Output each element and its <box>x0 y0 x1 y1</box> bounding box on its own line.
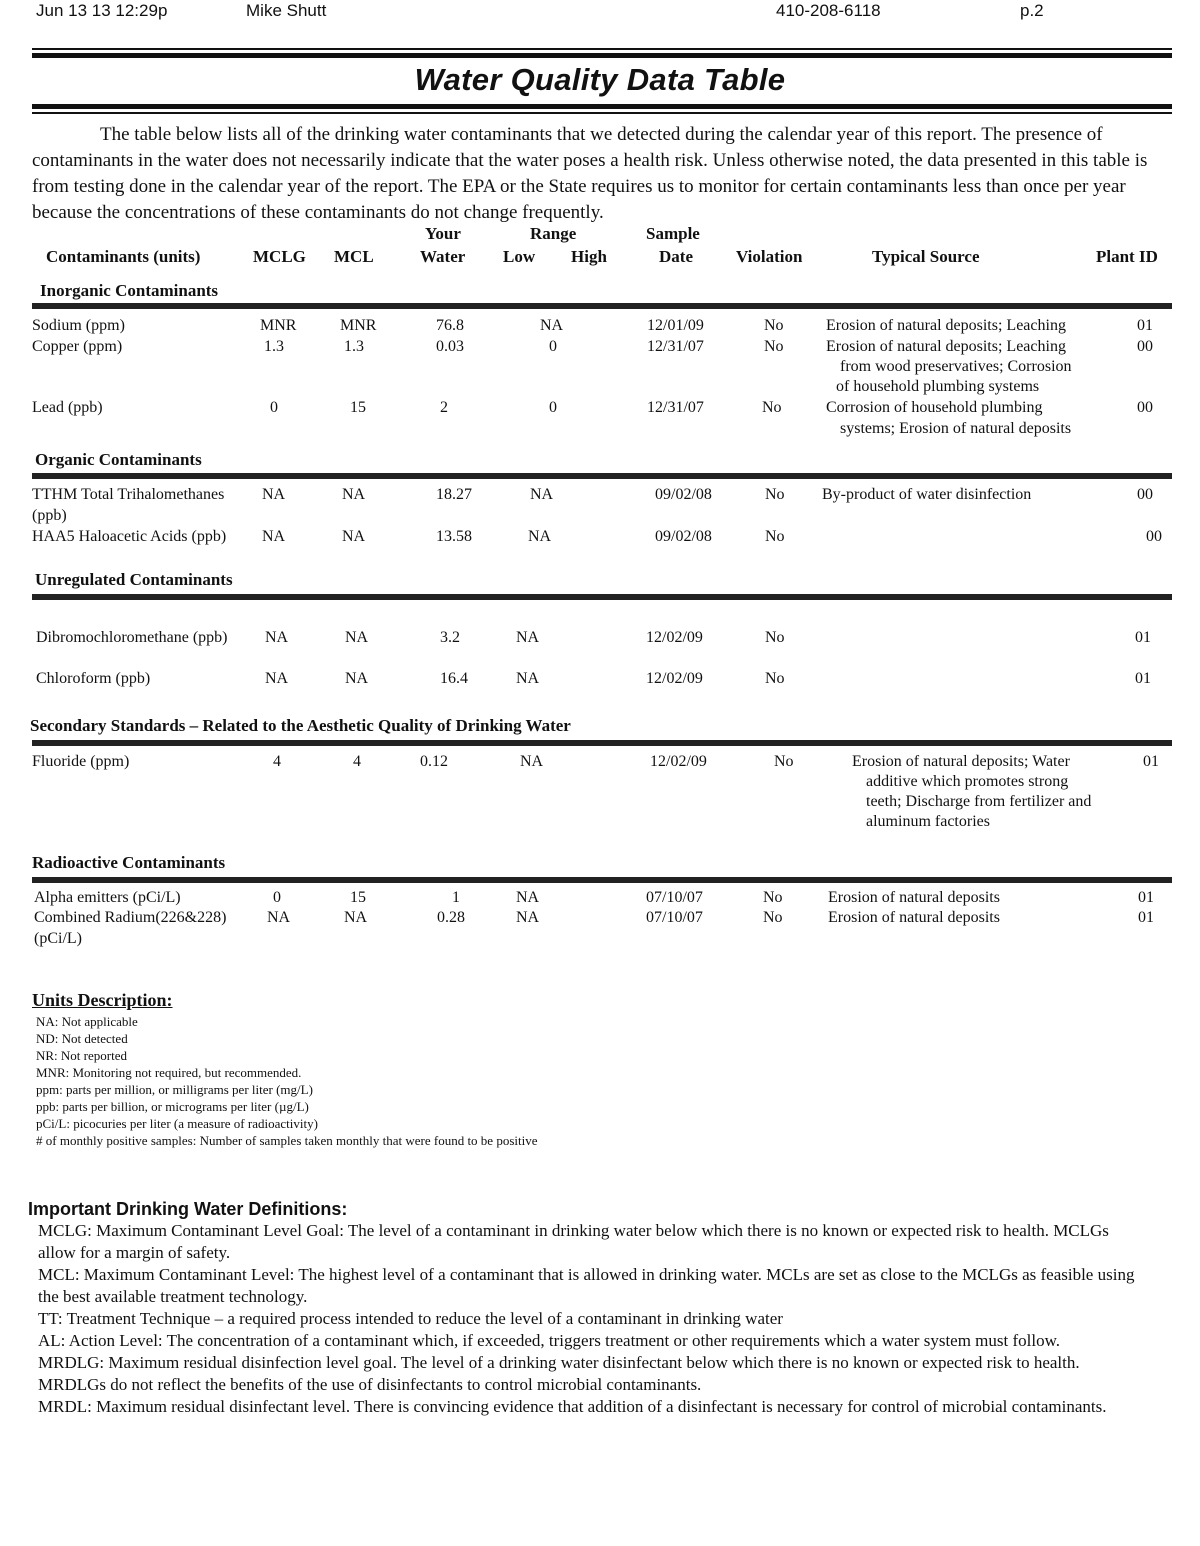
col-date: Date <box>659 247 693 266</box>
row-source-cont: teeth; Discharge from fertilizer and <box>866 793 1092 810</box>
row-name: Lead (ppb) <box>32 399 103 416</box>
row-range: NA <box>516 670 540 687</box>
section-organic-title: Organic Contaminants <box>35 450 202 469</box>
row-name: Copper (ppm) <box>32 338 123 355</box>
section-inorganic-bar <box>32 303 1172 309</box>
row-source-cont: additive which promotes strong <box>866 773 1069 790</box>
row-mclg: NA <box>265 670 289 687</box>
row-name-cont: (ppb) <box>32 507 67 524</box>
row-plant: 00 <box>1137 338 1153 355</box>
col-contaminants: Contaminants (units) <box>46 247 201 266</box>
section-unregulated-title: Unregulated Contaminants <box>35 570 233 589</box>
row-mclg: NA <box>265 629 289 646</box>
row-source: Erosion of natural deposits; Leaching <box>826 317 1066 334</box>
row-date: 07/10/07 <box>646 909 703 926</box>
row-mcl: NA <box>342 486 366 503</box>
row-date: 09/02/08 <box>655 486 712 503</box>
col-high: High <box>571 247 607 266</box>
row-name: Dibromochloromethane (ppb) <box>36 629 228 646</box>
row-plant: 01 <box>1135 629 1151 646</box>
row-date: 12/02/09 <box>650 753 707 770</box>
row-water: 13.58 <box>436 528 472 545</box>
col-mcl: MCL <box>334 247 374 266</box>
row-name: Fluoride (ppm) <box>32 753 130 770</box>
units-item: NA: Not applicable <box>36 1014 138 1029</box>
row-water: 18.27 <box>436 486 472 503</box>
row-violation: No <box>762 399 782 416</box>
row-source: Erosion of natural deposits; Leaching <box>826 338 1066 355</box>
row-plant: 00 <box>1137 486 1153 503</box>
row-range: NA <box>530 486 554 503</box>
col-range: Range <box>530 224 577 243</box>
row-date: 12/02/09 <box>646 629 703 646</box>
col-low: Low <box>503 247 536 266</box>
intro-text: The table below lists all of the drinking water contaminants that we detected during the calendar year of this report. The presence of contaminants in the water does not necessarily indicate that the water poses a health risk. Unless otherwise noted, the data presented in this table is from testing done in the calendar year of the report. The EPA or the State requires us to monitor for certain contaminants less than once per year because the concentrations of these contaminants do not change frequently. <box>32 124 1148 223</box>
units-item: pCi/L: picocuries per liter (a measure of radioactivity) <box>36 1116 318 1131</box>
row-violation: No <box>765 629 785 646</box>
row-name: HAA5 Haloacetic Acids (ppb) <box>32 528 227 545</box>
col-sample: Sample <box>646 224 700 243</box>
row-mclg: 0 <box>273 889 281 906</box>
units-list <box>36 1013 538 1149</box>
col-typical-source: Typical Source <box>872 247 980 266</box>
row-mcl: 15 <box>350 399 366 416</box>
fax-page-number: p.2 <box>1020 1 1044 20</box>
row-mclg: 0 <box>270 399 278 416</box>
row-mclg: 1.3 <box>264 338 284 355</box>
row-source-cont: aluminum factories <box>866 813 990 830</box>
row-mclg: 4 <box>273 753 281 770</box>
row-mcl: NA <box>345 629 369 646</box>
section-unregulated-bar <box>32 594 1172 600</box>
row-range: 0 <box>549 399 557 416</box>
section-secondary-bar <box>32 740 1172 746</box>
row-date: 12/31/07 <box>647 338 704 355</box>
row-source: By-product of water disinfection <box>822 486 1032 503</box>
row-violation: No <box>764 338 784 355</box>
fax-sender: Mike Shutt <box>246 1 327 20</box>
row-mcl: 1.3 <box>344 338 364 355</box>
row-water: 2 <box>440 399 448 416</box>
row-water: 0.28 <box>437 909 465 926</box>
units-item: ND: Not detected <box>36 1031 128 1046</box>
definition-item: MRDLG: Maximum residual disinfection level goal. The level of a drinking water disinfectant below which there is no known or expected risk to health. MRDLGs do not reflect the benefits of the use of disinfectants to control microbial contaminants. <box>38 1353 1080 1394</box>
row-range: NA <box>520 753 544 770</box>
definition-item: AL: Action Level: The concentration of a contaminant which, if exceeded, triggers treatment or other requirements which a water system must follow. <box>38 1331 1061 1350</box>
row-date: 07/10/07 <box>646 889 703 906</box>
row-source: Erosion of natural deposits; Water <box>852 753 1070 770</box>
row-source-cont: from wood preservatives; Corrosion <box>840 358 1072 375</box>
units-title: Units Description: <box>32 990 173 1010</box>
definition-item: TT: Treatment Technique – a required process intended to reduce the level of a contaminant in drinking water <box>38 1309 783 1328</box>
row-name: Chloroform (ppb) <box>36 670 151 687</box>
units-item: ppm: parts per million, or milligrams per liter (mg/L) <box>36 1082 313 1097</box>
row-mcl: MNR <box>340 317 377 334</box>
row-violation: No <box>765 528 785 545</box>
col-plant-id: Plant ID <box>1096 247 1158 266</box>
row-violation: No <box>774 753 794 770</box>
row-mcl: 4 <box>353 753 361 770</box>
row-violation: No <box>765 486 785 503</box>
col-mclg: MCLG <box>253 247 306 266</box>
row-mcl: NA <box>345 670 369 687</box>
units-item: # of monthly positive samples: Number of samples taken monthly that were found to be positive <box>36 1133 538 1148</box>
row-plant: 00 <box>1137 399 1153 416</box>
title-bottom-rule-thin <box>32 112 1172 114</box>
row-plant: 00 <box>1146 528 1162 545</box>
col-water: Water <box>420 247 466 266</box>
section-organic-bar <box>32 473 1172 479</box>
section-radioactive-title: Radioactive Contaminants <box>32 853 226 872</box>
row-name-cont: (pCi/L) <box>34 930 82 947</box>
row-range: NA <box>516 629 540 646</box>
row-mclg: NA <box>267 909 291 926</box>
row-range: 0 <box>549 338 557 355</box>
definition-item: MRDL: Maximum residual disinfectant level. There is convincing evidence that addition of a disinfectant is necessary for control of microbial contaminants. <box>38 1397 1107 1416</box>
definitions-title: Important Drinking Water Definitions: <box>28 1199 348 1219</box>
row-source: Erosion of natural deposits <box>828 889 1000 906</box>
row-plant: 01 <box>1143 753 1159 770</box>
row-source-cont: systems; Erosion of natural deposits <box>840 420 1072 437</box>
row-water: 16.4 <box>440 670 468 687</box>
units-item: MNR: Monitoring not required, but recommended. <box>36 1065 302 1080</box>
row-plant: 01 <box>1138 889 1154 906</box>
row-source: Corrosion of household plumbing <box>826 399 1043 416</box>
row-name: TTHM Total Trihalomethanes <box>32 486 225 503</box>
definition-item: MCL: Maximum Contaminant Level: The highest level of a contaminant that is allowed in drinking water. MCLs are set as close to the MCLGs as feasible using the best available treatment technology. <box>38 1265 1135 1306</box>
row-date: 12/01/09 <box>647 317 704 334</box>
fax-phone: 410-208-6118 <box>776 1 881 20</box>
row-range: NA <box>540 317 564 334</box>
section-radioactive-bar <box>32 877 1172 883</box>
row-plant: 01 <box>1135 670 1151 687</box>
page-title: Water Quality Data Table <box>414 62 786 97</box>
fax-date: Jun 13 13 12:29p <box>36 1 168 20</box>
row-name: Alpha emitters (pCi/L) <box>34 889 181 906</box>
title-top-rule-thin <box>32 48 1172 50</box>
row-mclg: NA <box>262 528 286 545</box>
row-violation: No <box>765 670 785 687</box>
intro-paragraph <box>32 122 1172 226</box>
row-range: NA <box>528 528 552 545</box>
units-item: NR: Not reported <box>36 1048 127 1063</box>
definitions-list <box>38 1220 1148 1418</box>
row-plant: 01 <box>1138 909 1154 926</box>
section-inorganic-title: Inorganic Contaminants <box>40 281 219 300</box>
row-violation: No <box>763 889 783 906</box>
fax-header <box>0 0 1200 26</box>
row-mcl: NA <box>344 909 368 926</box>
row-name: Sodium (ppm) <box>32 317 125 334</box>
units-item: ppb: parts per billion, or micrograms per liter (µg/L) <box>36 1099 309 1114</box>
row-source: Erosion of natural deposits <box>828 909 1000 926</box>
row-water: 76.8 <box>436 317 464 334</box>
row-source-cont: of household plumbing systems <box>836 378 1040 395</box>
row-range: NA <box>516 909 540 926</box>
col-your: Your <box>425 224 461 243</box>
row-mclg: NA <box>262 486 286 503</box>
row-water: 0.03 <box>436 338 464 355</box>
section-secondary-title: Secondary Standards – Related to the Aesthetic Quality of Drinking Water <box>30 716 571 735</box>
row-plant: 01 <box>1137 317 1153 334</box>
definition-item: MCLG: Maximum Contaminant Level Goal: The level of a contaminant in drinking water below which there is no known or expected risk to health. MCLGs allow for a margin of safety. <box>38 1221 1109 1262</box>
row-mcl: NA <box>342 528 366 545</box>
title-bottom-rule-thick <box>32 104 1172 109</box>
title-top-rule-thick <box>32 53 1172 58</box>
row-water: 3.2 <box>440 629 460 646</box>
row-date: 12/31/07 <box>647 399 704 416</box>
row-violation: No <box>763 909 783 926</box>
row-water: 1 <box>452 889 460 906</box>
row-name: Combined Radium(226&228) <box>34 909 227 926</box>
row-date: 09/02/08 <box>655 528 712 545</box>
row-range: NA <box>516 889 540 906</box>
row-violation: No <box>764 317 784 334</box>
col-violation: Violation <box>736 247 803 266</box>
row-water: 0.12 <box>420 753 448 770</box>
row-date: 12/02/09 <box>646 670 703 687</box>
row-mcl: 15 <box>350 889 366 906</box>
row-mclg: MNR <box>260 317 297 334</box>
